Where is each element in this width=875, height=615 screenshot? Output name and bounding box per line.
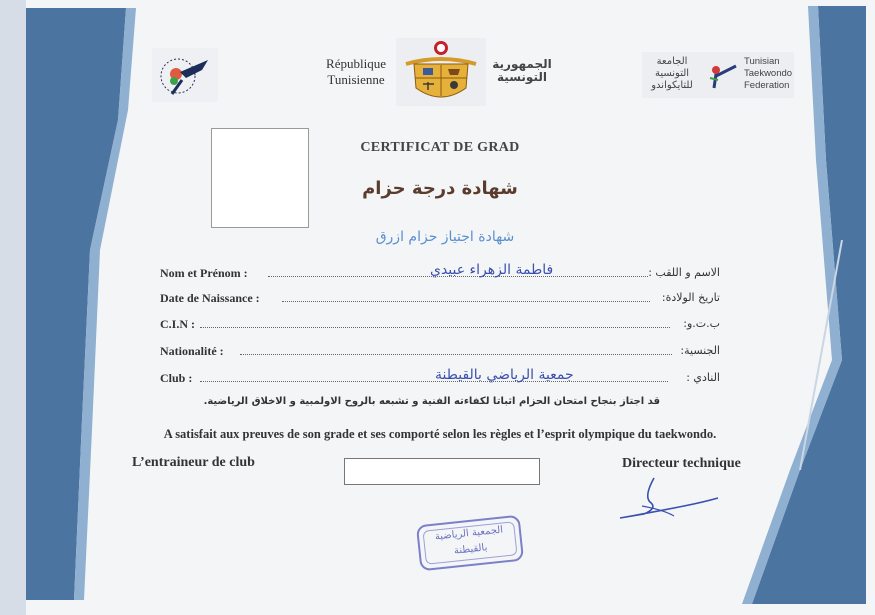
field-label-ar: ب.ت.و: [683,317,720,330]
republic-fr [318,56,394,88]
left-page-edge [0,0,26,615]
tunisian-emblem [396,38,486,106]
field-label-ar: النادي : [686,371,720,384]
federation-ar-line-3: للتايكواندو [651,80,693,91]
signature-label-coach: L’entraineur de club [132,455,255,470]
field-dotted-line [200,381,668,382]
field-label-fr: Date de Naissance : [160,291,260,305]
director-signature-scribble [614,476,724,526]
field-label-ar: الاسم و اللقب : [648,266,720,279]
taekwondo-kicker-icon [704,58,738,92]
club-stamp-line-1: الجمعية الرياضية [434,524,504,543]
field-label-fr: Nom et Prénom : [160,266,248,280]
field-dotted-line [240,354,672,355]
federation-ar [642,56,702,92]
field-label-fr: Nationalité : [160,344,224,358]
field-label-fr: Club : [160,371,193,385]
signature-label-director: Directeur technique [622,456,741,471]
federation-logo [642,52,794,98]
left-band [26,8,126,600]
field-row-club [160,367,720,391]
field-value-handwritten: فاطمة الزهراء عبيدي [430,262,554,278]
field-value-handwritten: جمعية الرياضي بالقيطنة [435,367,574,383]
federation-ar-line-1: الجامعة [656,56,688,67]
certificate-subtitle-ar: شهادة اجتياز حزام ازرق [375,229,515,245]
federation-ar-line-2: التونسية [654,68,690,79]
field-dotted-line [282,301,650,302]
republic-ar-line-2: التونسية [497,70,547,84]
world-taekwondo-logo-icon [152,48,218,102]
republic-fr-line-1: République [326,56,386,71]
statement-fr: A satisfait aux preuves de son grade et ses comporté selon les règles et l’esprit olympique du taekwondo. [163,427,717,441]
republic-ar [492,58,552,84]
photo-placeholder [211,128,309,228]
federation-en-line-3: Federation [744,80,790,91]
field-row-cin [160,317,720,337]
field-label-ar: تاريخ الولادة: [661,291,720,304]
certificate-title-ar: شهادة درجة حزام [362,178,518,199]
federation-en-line-2: Taekwondo [744,68,793,79]
coach-signature-box [344,458,540,485]
republic-ar-line-1: الجمهورية [492,57,552,71]
tunisian-coat-of-arms-icon [396,38,486,106]
republic-fr-line-2: Tunisienne [327,72,385,87]
certificate-title-fr: CERTIFICAT DE GRAD [360,140,520,155]
world-taekwondo-logo [152,48,218,102]
field-row-nationality [160,344,720,364]
statement-ar: قد اجتاز بنجاح امتحان الحزام اثباتا لكفاءته الفنية و تشبعه بالروح الاولمبية و الاخلاق الرياضية. [203,396,660,407]
field-label-fr: C.I.N : [160,317,195,331]
field-row-name [160,262,720,286]
field-dotted-line [200,327,670,328]
federation-en [744,56,792,92]
club-stamp-line-2: بالقيطنة [453,542,488,557]
field-label-ar: الجنسية: [680,344,720,357]
federation-en-line-1: Tunisian [744,56,780,67]
field-row-birthdate [160,291,720,311]
